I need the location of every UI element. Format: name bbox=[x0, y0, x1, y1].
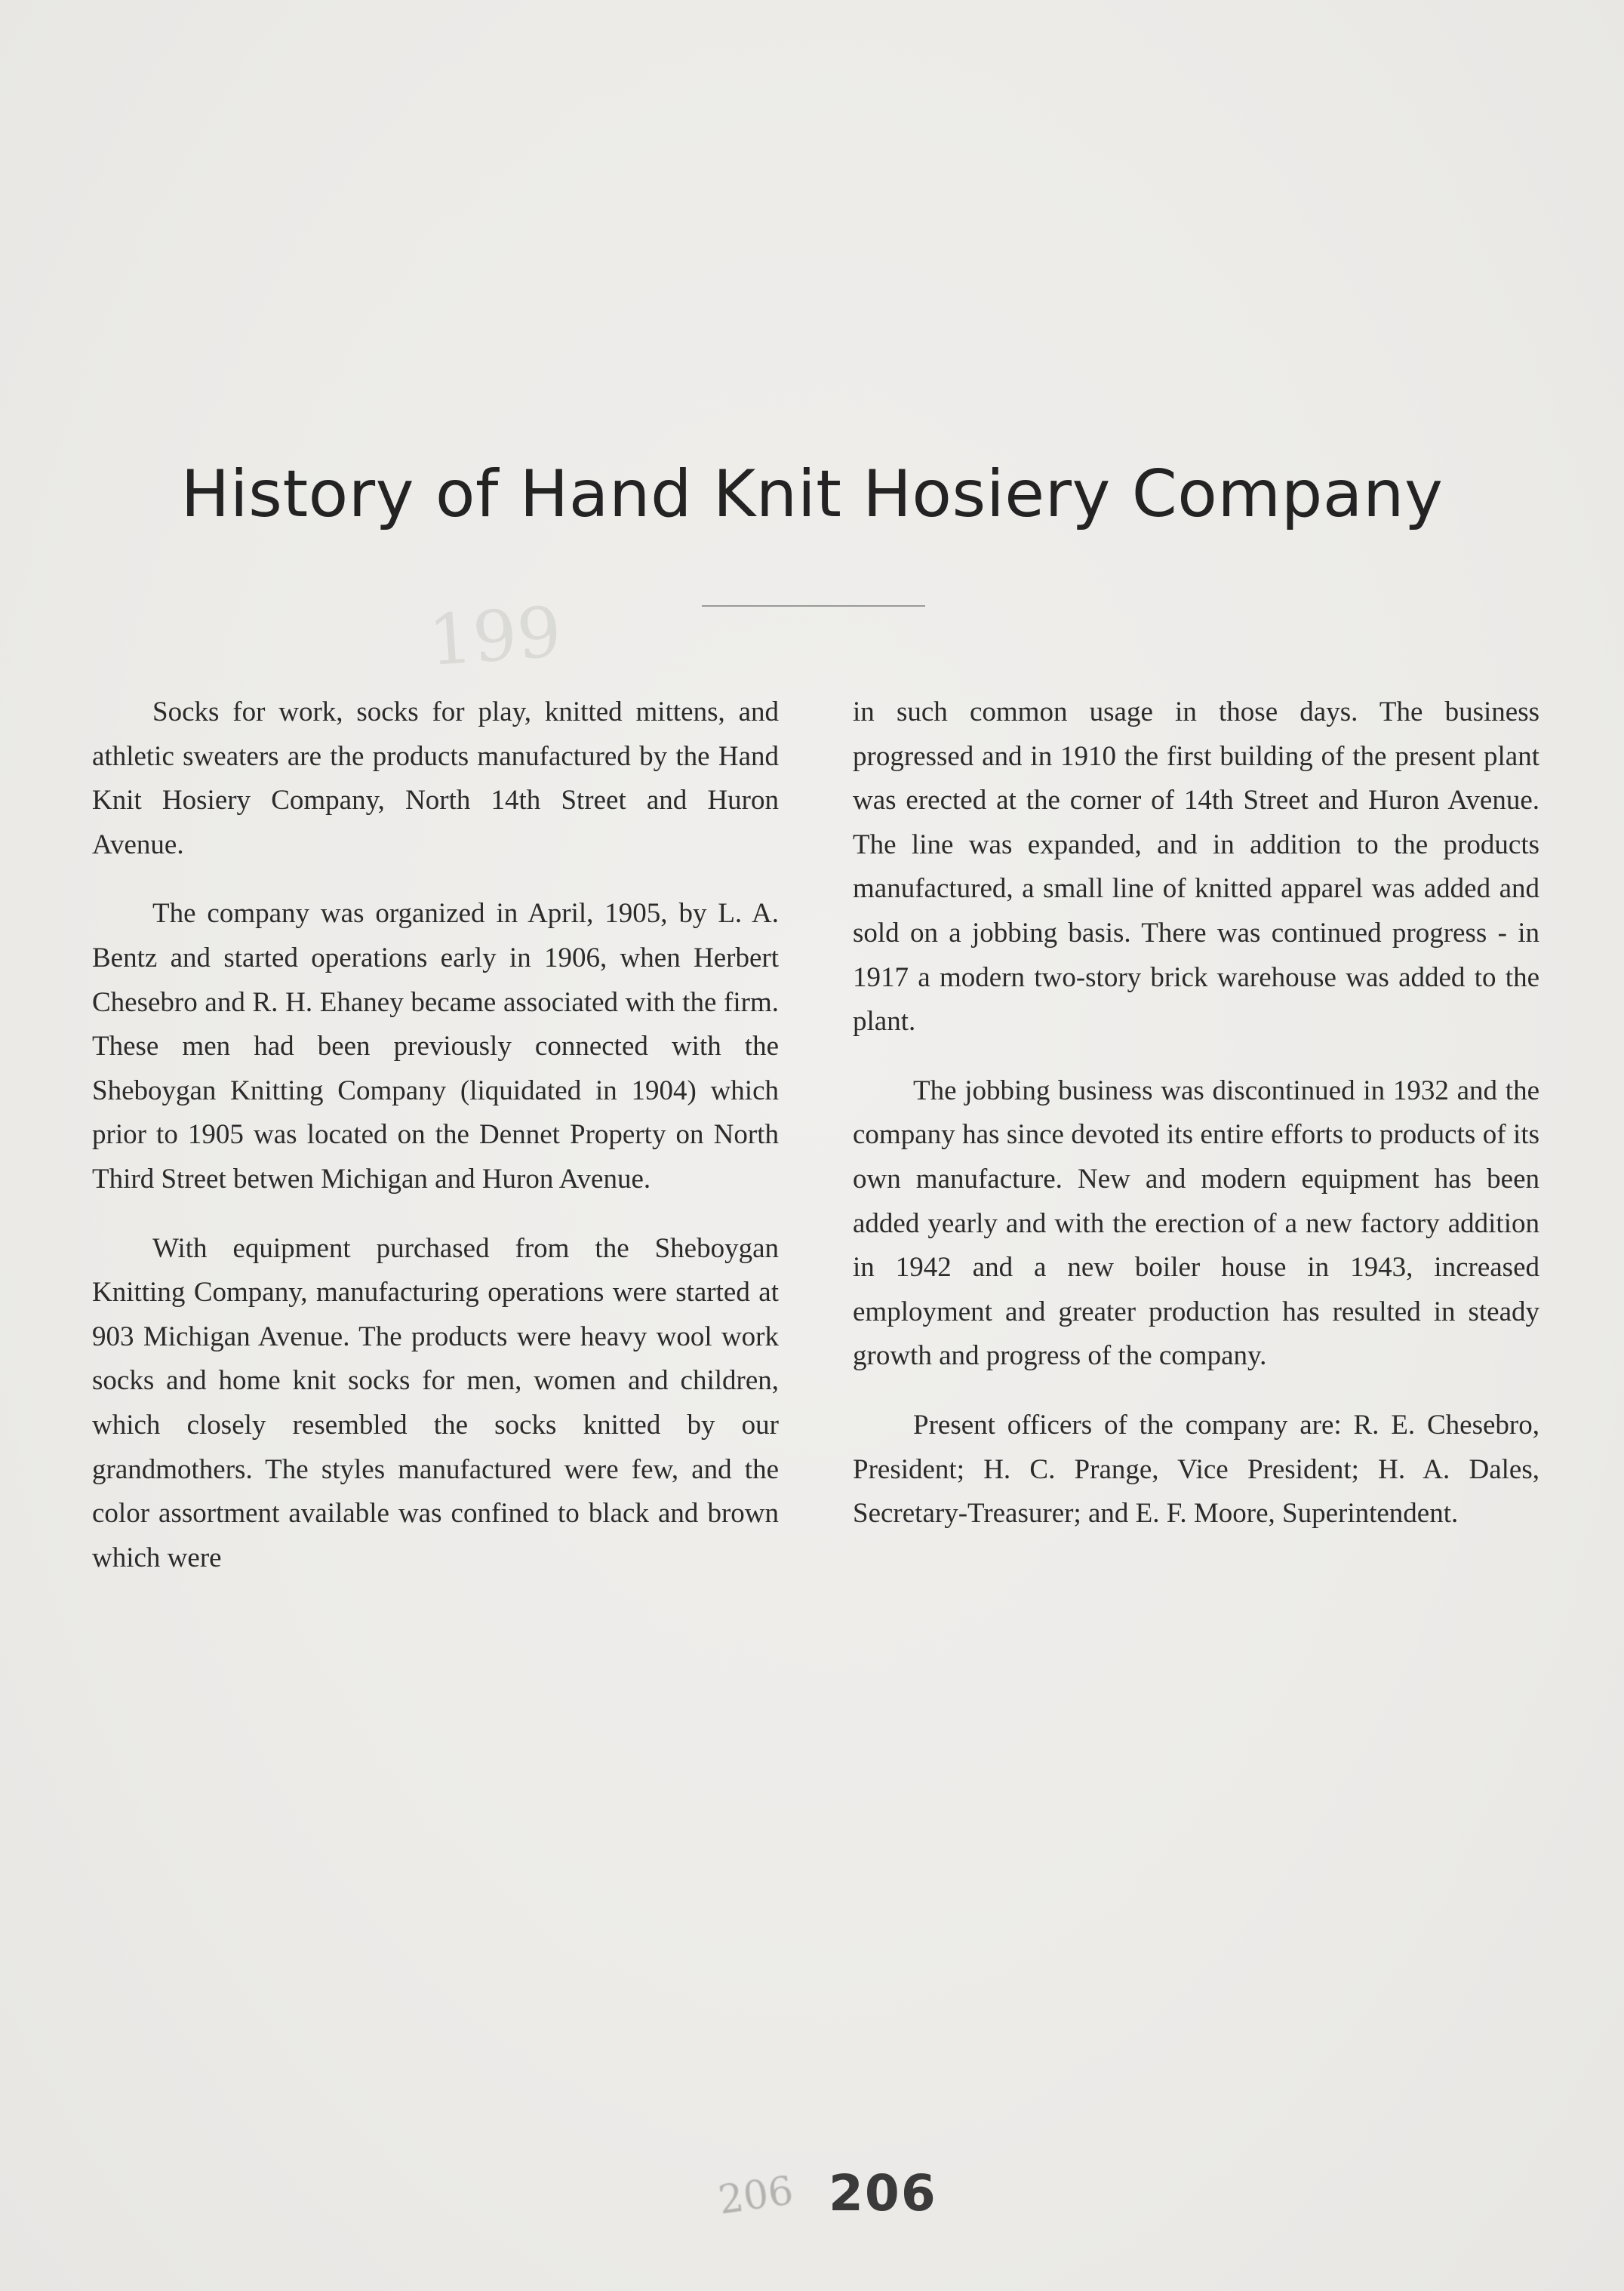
pencil-annotation: 199 bbox=[426, 592, 564, 681]
paragraph-products: Socks for work, socks for play, knitted mittens, and athletic sweaters are the products manufactured by the Hand Knit Hosiery Company, North 14th Street and Huron Avenue. bbox=[92, 697, 779, 860]
paragraph-equipment: With equipment purchased from the Sheboygan Knitting Company, manufacturing operations were started at 903 Michigan Avenue. The products were heavy wool work socks and home knit socks for men, women and children, which closely resembled the socks knitted by our grandmothers. The styles manufactured were few, and the color assortment available was confined to black and brown which were bbox=[92, 1232, 779, 1573]
paragraph-jobbing: The jobbing business was discontinued in 1932 and the company has since devoted its entire efforts to products of its own manufacture. New and modern equipment has been added yearly and with the erection of a new factory addition in 1942 and a new boiler house in 1943, increased employment and greater production has resulted in steady growth and progress of the company. bbox=[853, 1075, 1539, 1372]
page-title: History of Hand Knit Hosiery Company bbox=[180, 457, 1444, 532]
paragraph-growth: in such common usage in those days. The business progressed and in 1910 the first building of the present plant was erected at the corner of 14th Street and Huron Avenue. The line was expanded, and in addition to the products manufactured, a small line of knitted apparel was added and sold on a jobbing basis. There was continued progress - in 1917 a modern two-story brick warehouse was added to the plant. bbox=[853, 697, 1539, 1038]
left-column bbox=[92, 690, 779, 1605]
paragraph-organization: The company was organized in April, 1905, by L. A. Bentz and started operations early in 1906, when Herbert Chesebro and R. H. Ehaney became associated with the firm. These men had been previously connected with the Sheboygan Knitting Company (liquidated in 1904) which prior to 1905 was located on the Dennet Property on North Third Street betwen Michigan and Huron Avenue. bbox=[92, 898, 779, 1195]
paragraph-officers: Present officers of the company are: R. E. Chesebro, President; H. C. Prange, Vice President; H. A. Dales, Secretary-Treasurer; and E. F. Moore, Superintendent. bbox=[853, 1409, 1539, 1530]
right-column bbox=[853, 690, 1539, 1561]
faint-stamp-mark: 206 bbox=[715, 2168, 796, 2224]
title-divider bbox=[702, 605, 925, 607]
page-number: 206 bbox=[829, 2164, 937, 2222]
